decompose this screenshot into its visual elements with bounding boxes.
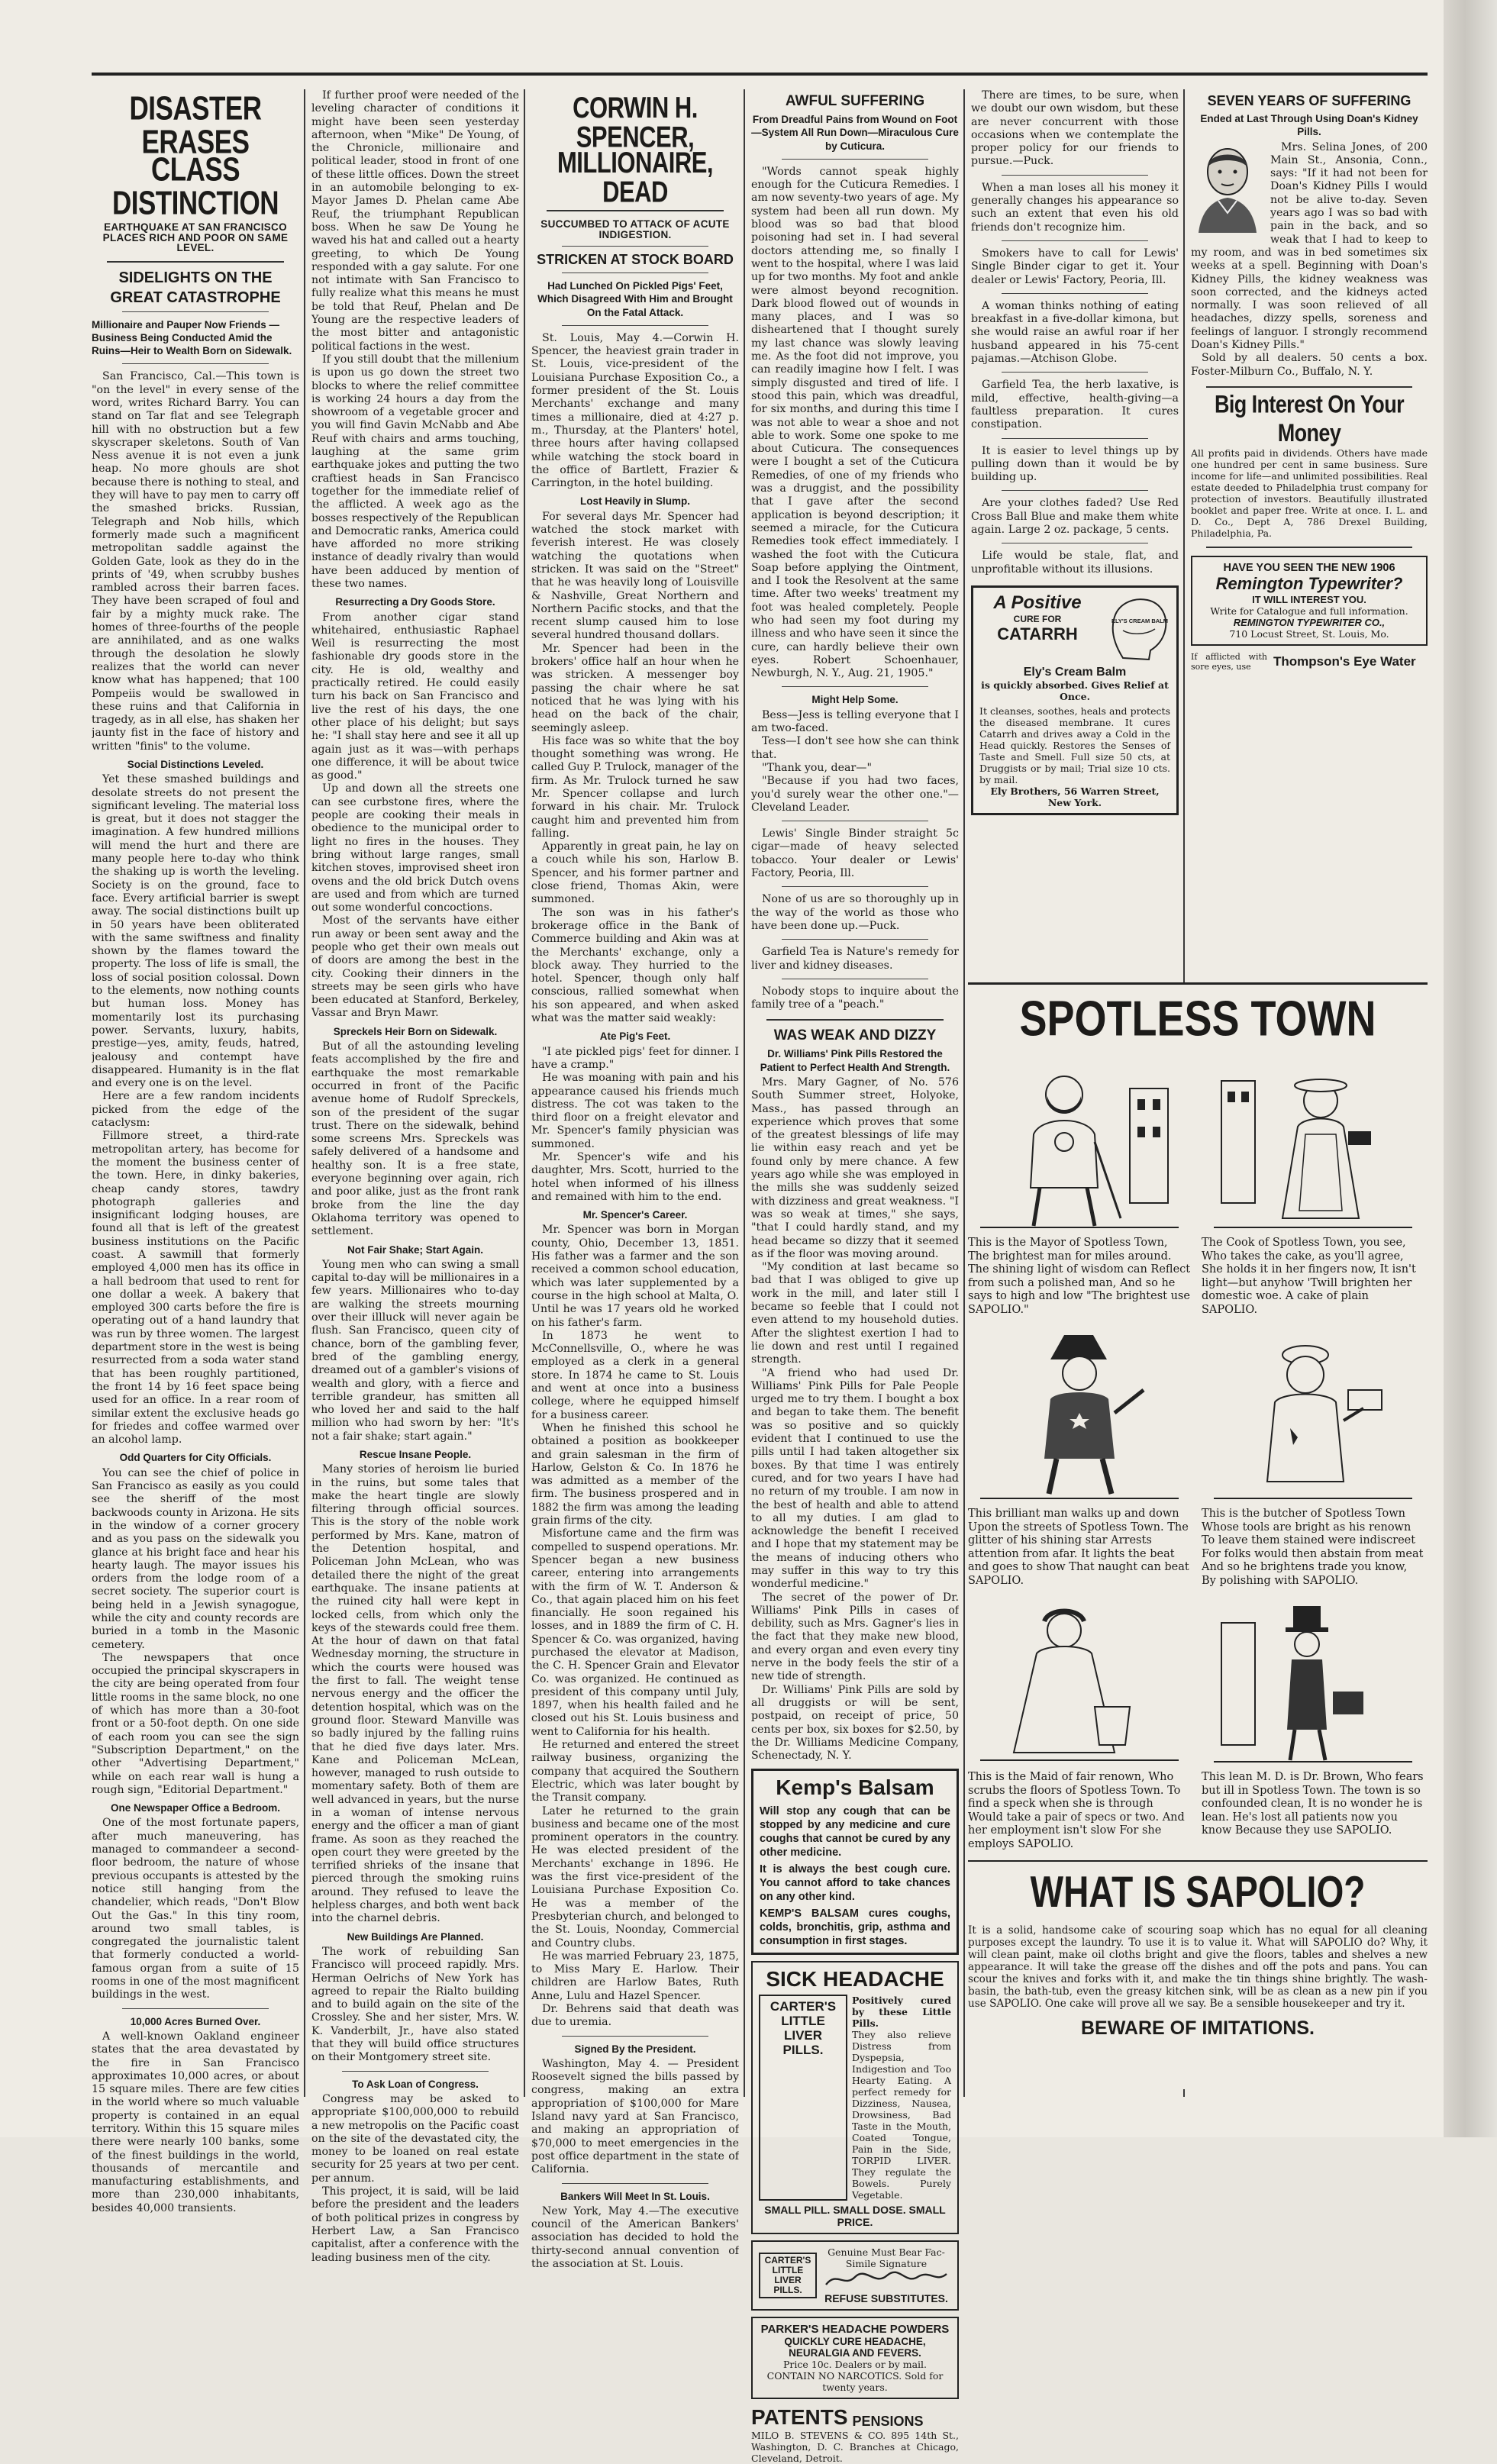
headline-spencer-2: MILLIONAIRE, DEAD bbox=[557, 145, 714, 209]
cook-illustration-icon bbox=[1214, 1058, 1412, 1234]
section-heading: Lost Heavily in Slump. bbox=[579, 495, 691, 508]
article-paragraph: From another cigar stand whitehaired, enthusiastic Raphael Weil is resurrecting the most fashionable dry goods store in the city. He is old, wealthy and practically retired. He could easily turn his back on San Francisco and live the rest of his days, the one other place of his delight; but says he: "I shall stay here and see it all up again just as it was—with perhaps one difference, it will be about twice as good." bbox=[311, 611, 519, 782]
paragraph: Life would be stale, flat, and unprofitable without its illusions. bbox=[971, 550, 1179, 576]
column-3 bbox=[531, 89, 739, 2271]
article-paragraph: "My condition at last became so bad that I was obliged to give up work in the mill, and later still I became so feeble that I could not even attend to my household duties. After the slightest exertion I had to lie down and rest until I regained strength. bbox=[751, 1261, 959, 1366]
signature-icon bbox=[821, 2269, 951, 2289]
refuse-line: REFUSE SUBSTITUTES. bbox=[824, 2292, 948, 2305]
sapolio-panel bbox=[968, 1326, 1191, 1588]
headline-spencer-1: CORWIN H. SPENCER, bbox=[573, 90, 698, 154]
remington-line: IT WILL INTEREST YOU. bbox=[1252, 593, 1366, 605]
thompson-title: Thompson's Eye Water bbox=[1273, 653, 1416, 669]
subhead-sidelights-2: GREAT CATASTROPHE bbox=[110, 289, 281, 306]
beware-imitations: BEWARE OF IMITATIONS. bbox=[1080, 2017, 1315, 2039]
article-paragraph: Washington, May 4. — President Roosevelt signed the bills passed by congress, making an extra appropriation of $100,000 for Mare Island navy yard at San Francisco, and making an appropriation of $70,000 to meet emergencies in the post office department in the state of California. bbox=[531, 2057, 739, 2176]
divider bbox=[342, 2071, 489, 2072]
parkers-title: PARKER'S HEADACHE POWDERS bbox=[760, 2323, 950, 2337]
mayor-illustration-icon bbox=[980, 1058, 1179, 1234]
article-paragraph: Garfield Tea is Nature's remedy for liver and kidney diseases. bbox=[751, 946, 959, 972]
thompson-small: If afflicted with sore eyes, use bbox=[1191, 651, 1267, 672]
article-paragraph: Misfortune came and the firm was compelled to suspend operations. Mr. Spencer began a new business career, entering into arrangements with the firm of W. T. Anderson & Co., that again placed him on his feet financially. He soon regained his losses, and in 1889 the firm of C. H. Spencer & Co. was organized, having purchased the elevator at Madison, the C. H. Spencer Grain and Elevator Co. was organized. He continued as president of this company until July, 1897, when his health failed and he closed out his St. Louis business and went to California for his health. bbox=[531, 1527, 739, 1738]
elys-absorbed: is quickly absorbed. Gives Relief at Once. bbox=[981, 679, 1169, 702]
article-paragraph: But of all the astounding leveling feats accomplished by the fire and earthquake the most remarkable occurred in front of the Pacific avenue home of Rudolf Spreckels, son of the president of the sugar trust. There on the sidewalk, behind some screens Mrs. Spreckels was safely delivered of a handsome and healthy son. It is a free state, everyone beginning over again, rich and poor alike, just as the front rank broke from the line the day Oklahoma territory was opened to settlement. bbox=[311, 1040, 519, 1238]
small-pill-line: SMALL PILL. SMALL DOSE. SMALL PRICE. bbox=[764, 2204, 946, 2229]
divider bbox=[1002, 175, 1148, 176]
article-paragraph: Yet these smashed buildings and desolate streets do not present the significant leveling. The material loss is great, but it does not stagger the imagination. A few hundred millions will mend the hurt and there are many people here to-day who think the shaking up is worth the leveling. Society is on the ground, face to face. Every artificial barrier is swept away. The social distinctions built up in 50 years have been obliterated with the same swiftness and finality shown by the flames toward the property. The loss of life is small, the loss of social position colossal. Down to the elements, now nothing counts but human loss. Money has momentarily lost its purchasing power. Servants, luxury, habits, prestige—yes, amity, feuds, hatred, jealousy and contempt have disappeared. Humanity is in the flat and every one is on the level. bbox=[92, 773, 299, 1090]
section-heading: Bankers Will Meet In St. Louis. bbox=[560, 2190, 710, 2202]
paragraph: There are times, to be sure, when we doubt our own wisdom, but these are never concurrent with those occasions when we contemplate the proper policy for our friends to pursue.—Puck. bbox=[971, 89, 1179, 168]
sick-headache-title: SICK HEADACHE bbox=[766, 1967, 944, 1992]
mayor-caption: This is the Mayor of Spotless Town, The brightest man for miles around. The shining light of wisdom can Reflect from such a polished man, And so he says to high and low "The brightest use SAPOLIO." bbox=[968, 1237, 1191, 1316]
article-paragraph: This project, it is said, will be laid before the president and the leaders of both political prizes in congress by Herbert Law, a San Francisco capitalist, after a conference with the leading business men of the city. bbox=[311, 2185, 519, 2264]
article-paragraph: Mr. Spencer's wife and his daughter, Mrs. Scott, hurried to the hotel when informed of his illness and remained with him to the end. bbox=[531, 1151, 739, 1203]
article-paragraph: Dr. Williams' Pink Pills are sold by all druggists or will be sent, postpaid, on receipt of price, 50 cents per box, six boxes for $2.50, by the Dr. Williams Medicine Company, Schenectady, N. Y. bbox=[751, 1683, 959, 1763]
sapolio-panel bbox=[968, 1597, 1191, 1851]
genuine-line: Genuine Must Bear Fac-Simile Signature bbox=[828, 2246, 945, 2270]
article-paragraph: Later he returned to the grain business and became one of the most prominent operators in the country. He was elected president of the Merchants' exchange in 1896. He was the first vice-president of the Louisiana Purchase Exposition Co. He was a member of the Presbyterian church, and belonged to the St. Louis, Noonday, Commercial and Country clubs. bbox=[531, 1804, 739, 1950]
divider bbox=[562, 2036, 708, 2037]
article-paragraph: "A friend who had used Dr. Williams' Pink Pills for Pale People urged me to try them. I bought a box and began to take them. The benefit was so positive and so quickly evident that I continued to use the pills until I had taken altogether six boxes. By that time I was entirely cured, and for two years I have had no return of my trouble. I am now in the best of health and able to attend to all my duties. I am glad to acknowledge the benefit I received and I hope that my statement may be the means of inducing others who may suffer in this way to try this wonderful medicine." bbox=[751, 1366, 959, 1591]
divider bbox=[562, 246, 708, 247]
newspaper-sheet bbox=[92, 73, 1428, 2464]
section-heading: Resurrecting a Dry Goods Store. bbox=[335, 596, 495, 608]
column-5 bbox=[971, 89, 1179, 963]
section-heading: To Ask Loan of Congress. bbox=[352, 2078, 479, 2090]
patents-ad bbox=[751, 2405, 959, 2430]
headline-weak-dizzy: WAS WEAK AND DIZZY bbox=[773, 1027, 937, 1044]
sapolio-panel bbox=[1202, 1326, 1424, 1588]
elys-body: It cleanses, soothes, heals and protects the diseased membrane. It cures Catarrh and drives away a Cold in the Head quickly. Restores the Senses of Taste and Smell. Full size 50 cts, at Druggists or by mail; Trial size 10 cts. by mail. bbox=[979, 705, 1170, 785]
column-rule bbox=[963, 89, 965, 2097]
elys-cure-for: CURE FOR bbox=[1013, 613, 1062, 624]
remington-company: REMINGTON TYPEWRITER CO., bbox=[1233, 616, 1386, 628]
column-rule bbox=[744, 89, 745, 2097]
summary-pickled: Had Lunched On Pickled Pigs' Feet, Which Disagreed With Him and Brought On the Fatal Attack. bbox=[537, 280, 733, 318]
paragraph: A woman thinks nothing of eating breakfast in a five-dollar kimona, but she would raise an awful roar if her husband appeared in his 75-cent pajamas.—Atchison Globe. bbox=[971, 299, 1179, 366]
sapolio-panel bbox=[1202, 1055, 1424, 1317]
divider bbox=[122, 363, 269, 364]
divider bbox=[1002, 372, 1148, 373]
headline-awful-suffering: AWFUL SUFFERING bbox=[785, 93, 925, 109]
headline-disaster-1: DISASTER ERASES bbox=[129, 89, 262, 161]
pensions-title: PENSIONS bbox=[852, 2414, 924, 2430]
kemps-title: Kemp's Balsam bbox=[776, 1775, 934, 1800]
subhead-stock-board: STRICKEN AT STOCK BOARD bbox=[537, 252, 734, 267]
elys-name: Ely's Cream Balm bbox=[1023, 665, 1127, 679]
remington-line: HAVE YOU SEEN THE NEW 1906 bbox=[1223, 561, 1395, 574]
sapolio-panel bbox=[1202, 1597, 1424, 1851]
article-paragraph: Dr. Behrens said that death was due to uremia. bbox=[531, 2003, 739, 2029]
paragraph: When a man loses all his money it generally changes his appearance so such an extent that even his old friends don't recognize him. bbox=[971, 181, 1179, 234]
sapolio-row bbox=[968, 1055, 1428, 1317]
article-paragraph: Up and down all the streets one can see curbstone fires, where the people are cooking their meals in obedience to the municipal order to light no fires in the houses. They bring without large ranges, small kitchen stoves, improvised sheet iron ovens and the old brick Dutch ovens are used and from which are turned out some wonderful concoctions. bbox=[311, 782, 519, 914]
divider bbox=[1002, 490, 1148, 491]
article-paragraph: For several days Mr. Spencer had watched the stock market with feverish interest. He was closely watching the quotations when stricken. It was said on the "Street" that he was heavily long of Louisville & Nashville, Great Northern and Northern Pacific stocks, and that the recent slump caused him to lose several hundred thousand dollars. bbox=[531, 510, 739, 642]
what-is-sapolio-title: WHAT IS SAPOLIO? bbox=[1030, 1866, 1366, 1917]
divider bbox=[122, 2008, 269, 2009]
what-is-sapolio-body: It is a solid, handsome cake of scouring soap which has no equal for all cleaning purposes except the laundry. To use it is to value it. What will SAPOLIO do? Why, it will clean paint, make oil cloths bright and give the floors, tables and shelves a new appearance. It will take the grease off the dishes and off the pots and pans. You can scour the knives and forks with it, and make the tin things shine brightly. The wash-basin, the bath-tub, even the greasy kitchen sink, will be as clean as a new pin if you use SAPOLIO. One cake will prove all we say. Be a sensible housekeeper and try it. bbox=[968, 1924, 1428, 2010]
section-heading: Odd Quarters for City Officials. bbox=[119, 1452, 272, 1464]
article-paragraph: The son was in his father's brokerage office in the Bank of Commerce building and Akin was at the Merchants' exchange, only a block away. They hurried to the hotel. Spencer, though only half conscious, rallied somewhat when his son appeared, and when asked what was the matter said weakly: bbox=[531, 906, 739, 1025]
divider bbox=[782, 159, 928, 160]
article-paragraph: Here are a few random incidents picked from the edge of the cataclysm: bbox=[92, 1090, 299, 1130]
elys-catarrh: CATARRH bbox=[997, 624, 1078, 643]
parkers-body: QUICKLY CURE HEADACHE, NEURALGIA AND FEVERS. bbox=[784, 2336, 926, 2359]
divider bbox=[1206, 547, 1412, 548]
article-paragraph: Apparently in great pain, he lay on a couch while his son, Harlow B. Spencer, and his former partner and close friend, Thomas Akin, were summoned. bbox=[531, 840, 739, 906]
kemps-text: KEMP'S BALSAM cures coughs, colds, bronchitis, grip, asthma and consumption in first stages. bbox=[760, 1908, 950, 1948]
summary-millionaire: Millionaire and Pauper Now Friends —Business Being Conducted Amid the Ruins—Heir to Wealth Born on Sidewalk. bbox=[92, 318, 292, 357]
big-interest-title: Big Interest On Your Money bbox=[1214, 390, 1405, 447]
divider bbox=[766, 1019, 944, 1021]
article-paragraph: Mrs. Selina Jones, of 200 Main St., Ansonia, Conn., says: "If it had not been for Doan's Kidney Pills I would not be alive to-day. Seven years ago I was so bad with pain in the back, and so weak that I had to keep to my room, and was in bed sometimes six weeks at a spell. Beginning with Doan's Kidney Pills, the kidney weakness was soon corrected, and the kidneys acted normally. I was soon relieved of all headaches, dizzy spells, soreness and feelings of languor. I strongly recommend Doan's Kidney Pills." bbox=[1191, 140, 1428, 352]
article-paragraph: If you still doubt that the millenium is upon us go down the street two blocks to where the relief committee is working 24 hours a day from the showroom of a vegetable grocer and you will find Gavin McNabb and Abe Reuf with chairs and arms touching, laughing at the same grim earthquake jokes and putting the two craftiest heads in San Francisco together for the immediate relief of the afflicted. A week ago as the bosses respectively of the Republican and Democratic ranks, America could have afforded no more striking instance of deadly rivalry than would have been adduced by mention of these two names. bbox=[311, 353, 519, 590]
column-1 bbox=[92, 89, 299, 2215]
article-paragraph: The newspapers that once occupied the principal skyscrapers in the city are being operated from four little rooms in the same block, no one of which has more than a 30-foot front or a 50-foot depth. On one side of each room you can see the sign "Subscription Department," on the other "Advertising Department," while on each rear wall is hung a rough sign, "Editorial Department." bbox=[92, 1651, 299, 1796]
butcher-caption: This is the butcher of Spotless Town Whose tools are bright as his renown To leave them stained were indiscreet For folks would then abstain from meat And so he brightens trade you know, By polishing with SAPOLIO. bbox=[1202, 1508, 1424, 1587]
divider bbox=[782, 939, 928, 940]
doctor-illustration-icon bbox=[1214, 1600, 1412, 1768]
elys-cream-balm-ad bbox=[971, 585, 1179, 815]
kemps-text: Will stop any cough that can be stopped by any medicine and cure coughs that cannot be cured by any other medicine. bbox=[760, 1805, 950, 1859]
article-paragraph: The work of rebuilding San Francisco will proceed rapidly. Mrs. Herman Oelrichs of New York has agreed to repair the Rialto building and to build again on the site of the Crossley. She and her sister, Mrs. W. K. Vanderbilt, Jr., have also stated that they will build office structures on their Montgomery street site. bbox=[311, 1945, 519, 2064]
portrait-icon bbox=[1191, 143, 1264, 234]
section-heading: Rescue Insane People. bbox=[359, 1448, 472, 1460]
section-heading: Signed By the President. bbox=[574, 2043, 696, 2055]
article-paragraph: In 1873 he went to McConnellsville, O., where he was employed as a clerk in a general store. In 1874 he came to St. Louis and went at once into a business college, where he equipped himself for a business career. bbox=[531, 1329, 739, 1421]
subhead-cuticura: From Dreadful Pains from Wound on Foot—System All Run Down—Miraculous Cure by Cuticura. bbox=[751, 114, 959, 152]
head-profile-icon bbox=[1100, 592, 1170, 663]
divider bbox=[782, 686, 928, 687]
article-paragraph: He was married February 23, 1875, to Miss Mary E. Harlow. Their children are Harlow Bates, Ruth Anne, Lulu and Hazel Spencer. bbox=[531, 1950, 739, 2002]
section-heading: Mr. Spencer's Career. bbox=[582, 1209, 688, 1221]
article-paragraph: A well-known Oakland engineer states that the area devastated by the fire in San Francisco approximates 10,000 acres, or about 15 square miles. There are few cities in the world where so much valuable property is contained in an equal territory. Within this 15 square miles there were nearly 100 banks, some of the finest buildings in the world, thousands of mercantile and manufacturing establishments, and more than 230,000 inhabitants, besides 40,000 transients. bbox=[92, 2030, 299, 2214]
article-paragraph: He returned and entered the street railway business, organizing the company that acquired the Southern Electric, which was later bought by the Transit company. bbox=[531, 1739, 739, 1804]
subhead-pink-pills: Dr. Williams' Pink Pills Restored the Patient to Perfect Health And Strength. bbox=[760, 1048, 950, 1073]
divider bbox=[562, 2183, 708, 2184]
article-paragraph: "I ate pickled pigs' feet for dinner. I have a cramp." bbox=[531, 1045, 739, 1071]
article-paragraph: Bess—Jess is telling everyone that I am two-faced. bbox=[751, 708, 959, 735]
section-heading: Not Fair Shake; Start Again. bbox=[347, 1243, 484, 1256]
column-6 bbox=[1191, 89, 1428, 963]
carters-logo-small: CARTER'S LITTLE LIVER PILLS. bbox=[759, 2253, 817, 2298]
article-paragraph: Young men who can swing a small capital to-day will be millionaires in a few years. Millionaires who to-day are walking the streets mourning over their illluck will never again be flush. San Francisco, queen city of chance, born of the gambling fever, bred of the gambling energy, dreamed out of a gambler's visions of wealth and glory, with a fierce and terrible grandeur, has smitten all who loved her and said to the half million who had sworn by her: "It's not a fair shake; start again." bbox=[311, 1258, 519, 1443]
remington-line: Write for Catalogue and full information. bbox=[1210, 605, 1408, 617]
article-paragraph: One of the most fortunate papers, after much maneuvering, has managed to commandeer a second-floor bedroom, the nature of whose previous occupants is attested by the notice still hanging from the chandelier, which reads, "Don't Blow Out the Gas." In this tiny room, around two small tables, is congregated the journalistic talent that formerly conducted a world-famous organ from a suite of 15 rooms in one of the most magnificent buildings in the west. bbox=[92, 1817, 299, 2001]
remington-title: Remington Typewriter? bbox=[1215, 573, 1403, 593]
remington-ad bbox=[1191, 556, 1428, 646]
parkers-small: Price 10c. Dealers or by mail. CONTAIN NO NARCOTICS. Sold for twenty years. bbox=[766, 2359, 944, 2394]
cook-caption: The Cook of Spotless Town, you see, Who takes the cake, as you'll agree, She holds it in her fingers now, It isn't light—but anyhow 'Twill brighten her domestic woe. A cake of plain SAPOLIO. bbox=[1202, 1237, 1416, 1316]
article-paragraph: Lewis' Single Binder straight 5c cigar—made of heavy selected tobacco. Your dealer or Lewis' Factory, Peoria, Ill. bbox=[751, 827, 959, 880]
carters-ad bbox=[751, 1961, 959, 2234]
doctor-caption: This lean M. D. is Dr. Brown, Who fears but ill in Spotless Town. The town is so confounded clean, It is no wonder he is lean. He's lost all patients now you know Because they use SAPOLIO. bbox=[1202, 1771, 1424, 1837]
elys-positive: A Positive bbox=[993, 592, 1082, 613]
column-2 bbox=[311, 89, 519, 2265]
top-rule bbox=[92, 73, 1428, 76]
column-rule bbox=[524, 89, 525, 2097]
column-rule bbox=[304, 89, 305, 2097]
sick-headache-body: They also relieve Distress from Dyspepsia, Indigestion and Too Hearty Eating. A perfect remedy for Dizziness, Nausea, Drowsiness, Bad Taste in the Mouth, Coated Tongue, Pain in the Side, TORPID LIVER. They regulate the Bowels. Purely Vegetable. bbox=[852, 2029, 951, 2201]
section-heading: New Buildings Are Planned. bbox=[347, 1930, 484, 1943]
article-paragraph: Fillmore street, a third-rate metropolitan artery, has become for the moment the business center of the town. Here, in dinky bakeries, cheap candy stores, tawdry photograph galleries and insignificant lodging houses, are found all that is left of the greatest business institutions on the Pacific coast. A sawmill that formerly employed 4,000 men has its office in a hall bedroom that used to rent for one dollar a week. A bakery that employed 300 carts before the fire is operating out of a hand laundry that was run by three women. The largest department store in the west is being resurrected from a soda water stand that has been roughly partitioned, the front 14 by 16 feet space being used for an office. In a rear room of similar extent the exclusive heads go for friedes and coffee warmed over an alcohol lamp. bbox=[92, 1130, 299, 1446]
carters-signature-ad bbox=[751, 2240, 959, 2311]
kemps-text: It is always the best cough cure. You cannot afford to take chances on any other kind. bbox=[760, 1863, 950, 1904]
section-heading: Spreckels Heir Born on Sidewalk. bbox=[333, 1025, 498, 1037]
article-paragraph: "Thank you, dear—" bbox=[762, 761, 872, 774]
article-paragraph: Mr. Spencer had been in the brokers' office half an hour when he was stricken. A messenger boy passing the chair where he sat noticed that he was lying with his head on the back of the chair, seemingly asleep. bbox=[531, 642, 739, 734]
paragraph: Smokers have to call for Lewis' Single Binder cigar to get it. Your dealer or Lewis' Factory, Peoria, Ill. bbox=[971, 247, 1179, 286]
article-paragraph: St. Louis, May 4.—Corwin H. Spencer, the heaviest grain trader in St. Louis, vice-president of the Louisiana Purchase Exposition Co., a former president of the St. Louis Merchants' exchange and many times a millionaire, died at 4:27 p. m., Thursday, at the Planters' hotel, three hours after having collapsed while watching the stock board in the office of Bartlett, Frazier & Carrington, in the hotel building. bbox=[531, 331, 739, 490]
section-heading: Social Distinctions Leveled. bbox=[127, 759, 264, 770]
maid-caption: This is the Maid of fair renown, Who scrubs the floors of Spotless Town. To find a speck when she is through Would take a pair of specs or two. And her employment isn't slow For she employs SAPOLIO. bbox=[968, 1771, 1185, 1850]
article-paragraph: Sold by all dealers. 50 cents a box. Foster-Milburn Co., Buffalo, N. Y. bbox=[1191, 352, 1428, 378]
patents-small: MILO B. STEVENS & CO. 895 14th St., Washington, D. C. Branches at Chicago, Cleveland, Detroit. bbox=[751, 2430, 959, 2464]
article-paragraph: Mrs. Mary Gagner, of No. 576 South Summer street, Holyoke, Mass., has passed through an experience which proves that some of the greatest blessings of life may lie within easy reach and yet be found only by mere chance. A few years ago while she was employed in the mills she was suddenly seized with dizziness and great weakness. "I was so weak at times," she says, "that I could hardly stand, and my head became so dizzy that it seemed as if the floor was moving around. bbox=[751, 1076, 959, 1260]
divider bbox=[122, 311, 269, 312]
article-paragraph: If further proof were needed of the leveling character of conditions it might have been seen yesterday afternoon, when "Mike" De Young, of the Chronicle, millionaire and political leader, stood in front of one of these little offices. Down the street in an automobile belonging to ex-Mayor James D. Phelan came Abe Reuf, the triumphant Republican boss. When he saw De Young he waved his hat and called out a hearty greeting, to which De Young responded with a gay salute. For one not intimate with San Francisco to fully realize what this means he must be told that Reuf, Phelan and De Young are the respective leaders of the most bitter and antagonistic political factions in the west. bbox=[311, 89, 519, 353]
scan-binding-edge bbox=[1444, 0, 1497, 2137]
section-heading: Might Help Some. bbox=[811, 694, 899, 706]
policeman-caption: This brilliant man walks up and down Upon the streets of Spotless Town. The glitter of his shining star Arrests attention from afar. It lights the beat and goes to show That naught can beat SAPOLIO. bbox=[968, 1508, 1189, 1587]
article-paragraph: Mr. Spencer was born in Morgan county, Ohio, December 13, 1851. His father was a farmer and the son received a common school education, which was later supplemented by a course in the high school at Malta, O. Until he was 17 years old he worked on his father's farm. bbox=[531, 1224, 739, 1329]
big-interest-body: All profits paid in dividends. Others have made one hundred per cent in same business. Sure income for life—and unlimited possibilities. Real estate deeded to Philadelphia trust company for protection of investors. Beautifully illustrated booklet and paper free. Write at once. I. L. and D. Co., Dept A, 786 Drexel Building, Philadelphia, Pa. bbox=[1191, 447, 1428, 539]
subhead-doans: Ended at Last Through Using Doan's Kidney Pills. bbox=[1200, 113, 1418, 138]
paragraph: Are your clothes faded? Use Red Cross Ball Blue and make them white again. Large 2 oz. package, 5 cents. bbox=[971, 497, 1179, 537]
divider bbox=[1002, 240, 1148, 241]
parkers-ad bbox=[751, 2317, 959, 2399]
article-paragraph: New York, May 4.—The executive council of the American Bankers' association has decided to hold the thirty-second annual convention of the association at St. Louis. bbox=[531, 2204, 739, 2271]
article-paragraph: Many stories of heroism lie buried in the ruins, but some tales that make the heart tingle are slowly filtering through official sources. This is the story of the noble work performed by Mrs. Kane, matron of the Detention hospital, and Policeman John McLean, who was detailed there the night of the great earthquake. The insane patients at the ruined city hall were kept in locked cells, from which only the keys of the stewards could free them. At the hour of dawn on that fatal Wednesday morning, the structure in which the courts were housed was the first to fall. The weight tense nervous energy and the officer the detention hospital, which was on the ground floor. Steward Manville was so badly injured by the falling ruins that he died five days later. Mrs. Kane and Policeman McLean, however, managed to rush outside to momentary safety. Both of them are well advanced in years, but the nurse in a woman of intense nervous energy and the officer a man of giant frame. As soon as they reached the open court they were greeted by the terrified shrieks of the insane that pierced through the smoking ruins around. They refused to leave the helpless charges, and both went back into the charnel debris. bbox=[311, 1463, 519, 1925]
sapolio-ad bbox=[968, 982, 1428, 2089]
article-paragraph: None of us are so thoroughly up in the way of the world as those who have been done up.—Puck. bbox=[751, 893, 959, 932]
divider bbox=[1206, 386, 1412, 388]
sapolio-row bbox=[968, 1597, 1428, 1851]
sick-headache-sub: Positively cured by these Little Pills. bbox=[852, 1995, 951, 2030]
divider bbox=[1002, 293, 1148, 294]
section-heading: One Newspaper Office a Bedroom. bbox=[110, 1802, 281, 1814]
deck-earthquake: EARTHQUAKE AT SAN FRANCISCO PLACES RICH AND POOR ON SAME LEVEL. bbox=[102, 221, 289, 253]
spotless-town-title: SPOTLESS TOWN bbox=[1019, 992, 1376, 1047]
article-paragraph: You can see the chief of police in San Francisco as easily as you could see the sheriff of the most backwoods county in Arizona. He sits in the window of a corner grocery and as you pass on the sidewalk you glance at his bright face and hear his hearty laugh. The mayor issues his orders from the lodge room of a secret society. The superior court is being held in a Jewish synagogue, while the city and county records are buried in a tomb in the Masonic cemetery. bbox=[92, 1466, 299, 1651]
divider bbox=[782, 886, 928, 887]
article-paragraph: Nobody stops to inquire about the family tree of a "peach." bbox=[751, 985, 959, 1011]
maid-illustration-icon bbox=[980, 1600, 1179, 1768]
article-paragraph: "Words cannot speak highly enough for the Cuticura Remedies. I am now seventy-two years of age. My system had been all run down. My blood was so bad that blood poisoning had set in. I had several doctors attending me, so finally I went to the hospital, where I was laid up for two months. My foot and ankle were almost beyond recognition. Dark blood flowed out of wounds in many places, and I was so disheartened that I thought surely my last chance was slowly leaving me. As the foot did not improve, you can readily imagine how I felt. I was simply disgusted and tired of life. I stood this pain, which was dreadful, for six months, and during this time I was not able to wear a shoe and not able to work. Some one spoke to me about Cuticura. The consequences were I bought a set of the Cuticura Remedies, of one of my friends who was a druggist, and the possibility that I gave after the second application is beyond description; it seemed a miracle, for the Cuticura Remedies took effect immediately. I washed the foot with the Cuticura Soap before applying the Ointment, and I took the Resolvent at the same time. After two weeks' treatment my foot was healed completely. People who had seen my foot during my illness and who have seen it since the cure, can hardly believe their own eyes. Robert Schoenhauer, Newburgh, N. Y., Aug. 21, 1905." bbox=[751, 165, 959, 680]
deck-indigestion: SUCCUMBED TO ATTACK OF ACUTE INDIGESTION. bbox=[540, 218, 730, 240]
column-4 bbox=[751, 89, 959, 2464]
article-paragraph: Congress may be asked to appropriate $100,000,000 to rebuild a new metropolis on the Pacific coast on the site of the devastated city, the money to be loaned on real estate security for 25 years at two per cent. per annum. bbox=[311, 2092, 519, 2185]
divider bbox=[1002, 438, 1148, 439]
article-paragraph: His face was so white that the boy thought something was wrong. He called Guy P. Trulock, manager of the firm. As Mr. Trulock turned he saw Mr. Spencer collapse and lurch forward in his chair. Mr. Trulock caught him and prevented him from falling. bbox=[531, 734, 739, 840]
section-heading: 10,000 Acres Burned Over. bbox=[130, 2015, 261, 2027]
elys-address: Ely Brothers, 56 Warren Street, New York. bbox=[990, 785, 1160, 808]
headline-disaster-2: CLASS DISTINCTION bbox=[111, 150, 279, 222]
article-paragraph: He was moaning with pain and his appearance caused his friends much distress. The cot was taken to the third floor on a freight elevator and Mr. Spencer's family physician was summoned. bbox=[531, 1072, 739, 1150]
sapolio-panel bbox=[968, 1055, 1191, 1317]
divider bbox=[562, 325, 708, 326]
article-paragraph: The secret of the power of Dr. Williams' Pink Pills in cases of debility, such as Mrs. Gagner's lies in the fact that they make new blood, and every organ and even every tiny nerve in the body feels the stir of a new tide of strength. bbox=[751, 1591, 959, 1683]
thompson-ad bbox=[1191, 652, 1428, 672]
article-paragraph: San Francisco, Cal.—This town is "on the level" in every sense of the word, writes Richard Barry. You can stand on Tar flat and see Telegraph hill with no obstruction but a few skyscraper skeletons. South of Van Ness avenue it is not even a junk heap. No more ghouls are shot because there is nothing to steal, and they will have to pay men to carry off the smashed bricks. Russian, Telegraph and Nob hills, which formerly made such a magnificent metropolitan saddle against the Golden Gate, look as they do in the prints of '49, when scrubby bushes rambled across their barren faces. They have been scraped of foul and fair by a mighty muck rake. The homes of three-fourths of the people are annihilated, and as one walks through the desolation he slowly realizes that the world can never know what has happened; that 100 Pompeiis would be swallowed in these ruins and that California in tragedy, as in all else, has shaken her jaunty fist in the face of history and written "finis" to the volume. bbox=[92, 370, 299, 753]
article-paragraph: Most of the servants have either run away or been sent away and the people who get their own meals out of doors are among the best in the city. Cooking their dinners in the streets may be seen girls who have been educated at Stanford, Berkeley, Vassar and Bryn Mawr. bbox=[311, 914, 519, 1020]
divider bbox=[107, 261, 284, 263]
paragraph: Garfield Tea, the herb laxative, is mild, effective, health-giving—a faultless preparation. It cures constipation. bbox=[971, 379, 1179, 431]
butcher-illustration-icon bbox=[1214, 1329, 1412, 1505]
paragraph: It is easier to level things up by pulling down than it would be by building up. bbox=[971, 444, 1179, 484]
carters-logo: CARTER'S LITTLE LIVER PILLS. bbox=[759, 1995, 847, 2201]
remington-address: 710 Locust Street, St. Louis, Mo. bbox=[1229, 627, 1389, 640]
patents-title: PATENTS bbox=[751, 2405, 848, 2430]
subhead-sidelights-1: SIDELIGHTS ON THE bbox=[118, 269, 273, 286]
section-heading: Ate Pig's Feet. bbox=[599, 1030, 671, 1043]
article-paragraph: Tess—I don't see how she can think that. bbox=[751, 735, 959, 761]
article-paragraph: "Because if you had two faces, you'd surely wear the other one."—Cleveland Leader. bbox=[751, 775, 959, 814]
elys-badge-text: ELY'S CREAM BALM bbox=[1111, 617, 1169, 624]
policeman-illustration-icon bbox=[980, 1329, 1179, 1505]
article-paragraph: When he finished this school he obtained a position as bookkeeper and grain salesman in the firm of Harlow, Gelston & Co. In 1876 he was admitted as a member of the firm. The business prospered and in 1882 the firm was among the leading grain firms of the city. bbox=[531, 1421, 739, 1527]
headline-seven-years: SEVEN YEARS OF SUFFERING bbox=[1207, 93, 1412, 108]
divider bbox=[547, 210, 724, 211]
kemps-balsam-ad bbox=[751, 1769, 959, 1955]
sapolio-row bbox=[968, 1326, 1428, 1588]
